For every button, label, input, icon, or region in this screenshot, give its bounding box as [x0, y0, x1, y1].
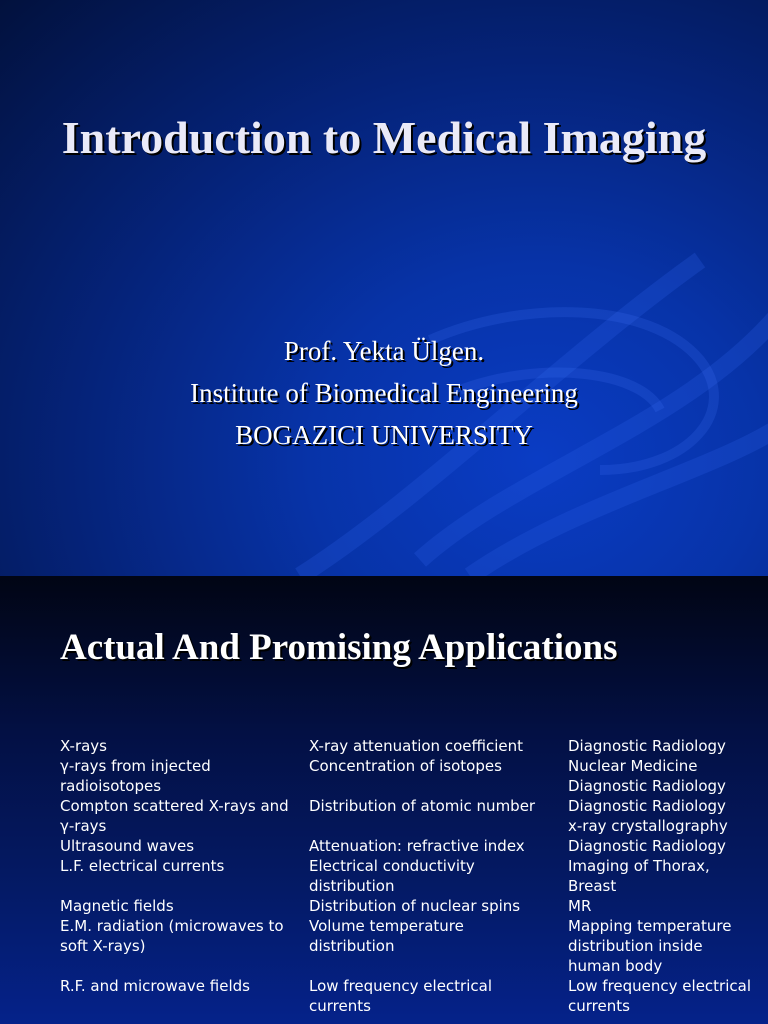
list-item: Diagnostic Radiology [568, 777, 726, 795]
list-item: Attenuation: refractive index [309, 837, 525, 855]
column-property-measured [309, 736, 559, 1016]
list-item: L.F. electrical currents [60, 857, 225, 875]
list-item: E.M. radiation (microwaves to soft X-rays) [60, 917, 284, 955]
list-item: Ultrasound waves [60, 837, 195, 855]
list-item: Diagnostic Radiology [568, 837, 726, 855]
list-item: Imaging of Thorax, Breast [568, 857, 710, 895]
list-item: Distribution of nuclear spins [309, 897, 521, 915]
list-item: X-rays [60, 737, 107, 755]
list-item: Nuclear Medicine [568, 757, 698, 775]
list-item: Mapping temperature distribution inside human body [568, 917, 732, 975]
list-item: Low frequency electrical currents [568, 977, 752, 1015]
spacer [60, 876, 300, 896]
subtitle-block [0, 330, 768, 456]
spacer [309, 776, 559, 796]
institute-name: Institute of Biomedical Engineering [190, 378, 578, 408]
list-item: x-ray crystallography [568, 817, 728, 835]
column-energy-source [60, 736, 300, 996]
list-item: Compton scattered X-rays and γ-rays [60, 797, 289, 835]
university-name: BOGAZICI UNIVERSITY [235, 420, 533, 450]
spacer [309, 816, 559, 836]
list-item: X-ray attenuation coefficient [309, 737, 524, 755]
list-item: Magnetic fields [60, 897, 174, 915]
author-name: Prof. Yekta Ülgen. [283, 336, 485, 366]
list-item: Diagnostic Radiology [568, 737, 726, 755]
list-item: γ-rays from injected radioisotopes [60, 757, 211, 795]
slide-title: Introduction to Medical Imaging [61, 112, 707, 163]
list-item: Concentration of isotopes [309, 757, 502, 775]
column-application [568, 736, 768, 1016]
list-item: Volume temperature distribution [309, 917, 464, 955]
list-item: Electrical conductivity distribution [309, 857, 475, 895]
list-item: MR [568, 897, 592, 915]
list-item: R.F. and microwave fields [60, 977, 250, 995]
list-item: Distribution of atomic number [309, 797, 536, 815]
applications-slide [0, 576, 768, 1024]
spacer [60, 956, 300, 976]
list-item: Low frequency electrical currents [309, 977, 493, 1015]
list-item: Diagnostic Radiology [568, 797, 726, 815]
spacer [309, 956, 559, 976]
applications-title: Actual And Promising Applications [60, 627, 618, 668]
